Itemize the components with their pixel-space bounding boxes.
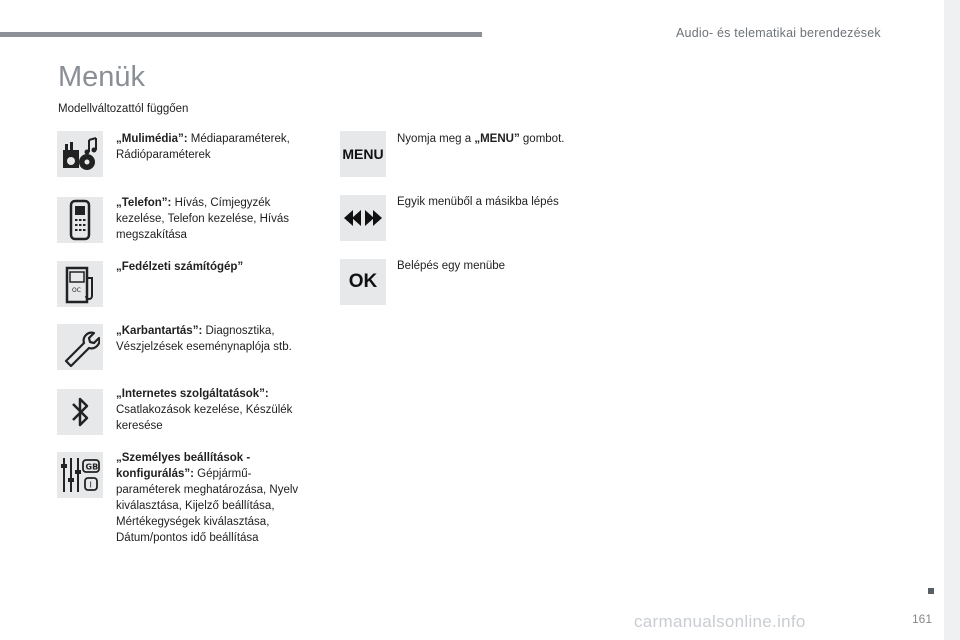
menu-item-name: „Mulimédia”: [116, 133, 188, 145]
menu-item-maintenance [116, 323, 316, 355]
ok-instruction: Belépés egy menübe [397, 260, 506, 272]
arrows-instruction: Egyik menüből a másikba lépés [397, 196, 559, 208]
menu-item-multimedia [116, 131, 316, 163]
page-marker [928, 588, 934, 594]
settings-sliders-icon [57, 452, 103, 498]
menu-item-phone [116, 195, 316, 243]
svg-text:I: I [89, 480, 92, 490]
menu-button-instruction [397, 131, 564, 147]
header-rule [0, 32, 482, 37]
menu-item-desc: Gépjármű-paraméterek meghatározása, Nyelv kiválasztása, Kijelző beállítása, Mértékegységek kiválasztása, Dátum/pontos idő beállítása [116, 468, 299, 544]
instruction-text-end: gombot. [519, 133, 565, 145]
menu-item-personal-settings [116, 450, 316, 546]
svg-text:GB: GB [85, 462, 99, 472]
left-right-arrows-icon [340, 195, 386, 241]
menu-item-name: „Telefon”: [116, 197, 172, 209]
bluetooth-icon [57, 389, 103, 435]
instruction-text: Nyomja meg a [397, 133, 475, 145]
svg-text:OC: OC [72, 287, 81, 294]
page-title: Menük [58, 61, 146, 93]
instruction-bold: „MENU” [474, 133, 520, 145]
menu-button-icon [340, 131, 386, 177]
menu-item-trip-computer [116, 259, 316, 275]
phone-icon [57, 197, 103, 243]
menu-item-desc: Hívás, Címjegyzék kezelése, Telefon kezelése, Hívás megszakítása [116, 197, 290, 241]
section-title: Audio- és telematikai berendezések [676, 26, 881, 40]
ok-button-label: OK [348, 271, 378, 292]
menu-item-desc: Csatlakozások kezelése, Készülék keresése [116, 404, 293, 432]
menu-button-label: MENU [342, 146, 384, 162]
menu-item-desc: Médiaparaméterek, Rádióparaméterek [116, 133, 290, 161]
menu-item-name: „Fedélzeti számítógép” [116, 261, 244, 273]
menu-item-name: „Személyes beállítások - konfigurálás”: [116, 452, 251, 480]
menu-item-internet [116, 386, 316, 434]
multimedia-icon [57, 131, 103, 177]
ok-button-icon [340, 259, 386, 305]
wrench-icon [57, 324, 103, 370]
fuel-computer-icon [57, 261, 103, 307]
menu-item-name: „Internetes szolgáltatások”: [116, 388, 269, 400]
menu-item-name: „Karbantartás”: [116, 325, 203, 337]
watermark: carmanualsonline.info [634, 612, 806, 631]
page-edge-strip [944, 0, 960, 640]
menu-item-desc: Diagnosztika, Vészjelzések eseménynaplója stb. [116, 325, 292, 353]
page-number: 161 [912, 612, 933, 626]
page-subtitle: Modellváltozattól függően [58, 103, 189, 115]
